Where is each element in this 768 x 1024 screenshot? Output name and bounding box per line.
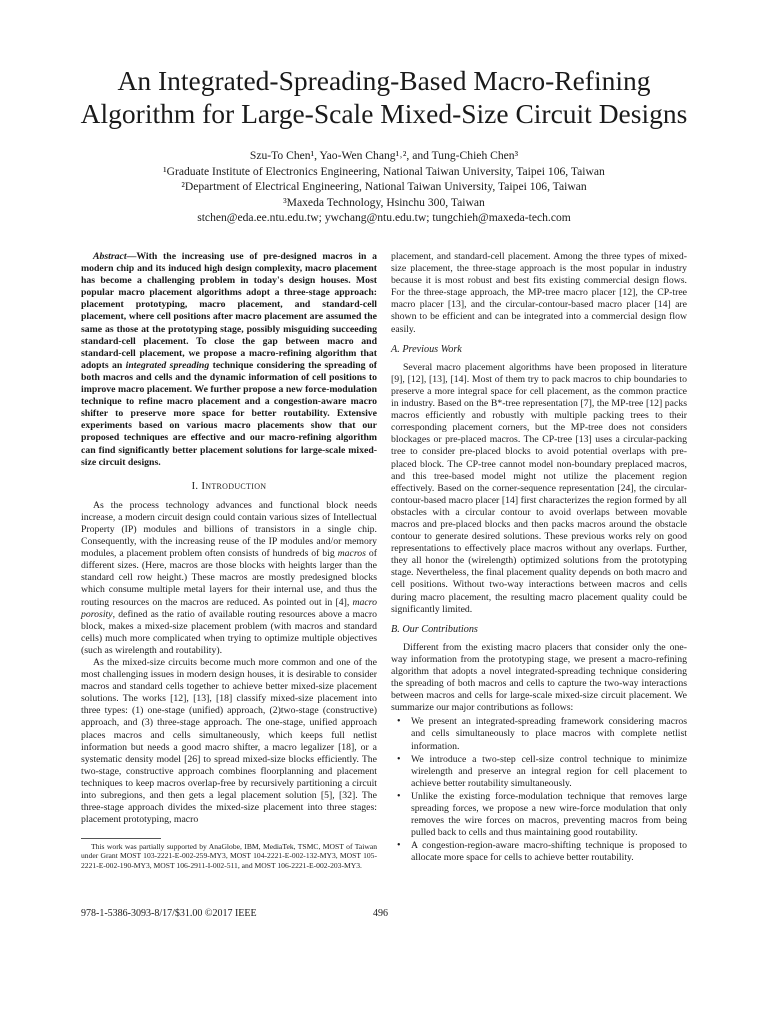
right-column	[391, 251, 687, 866]
affiliation-1: ¹Graduate Institute of Electronics Engineering, National Taiwan University, Taipei 106, Taiwan	[163, 164, 605, 178]
section-heading-introduction	[81, 480, 377, 493]
author-names: Szu-To Chen¹, Yao-Wen Chang¹˒², and Tung-Chieh Chen³	[249, 149, 519, 162]
abstract	[81, 251, 377, 469]
subsection-heading-contributions: B. Our Contributions	[391, 623, 478, 635]
affiliation-2: ²Department of Electrical Engineering, National Taiwan University, Taipei 106, Taiwan	[181, 180, 587, 194]
footnote	[81, 842, 377, 870]
title-line-1: An Integrated-Spreading-Based Macro-Refining	[117, 65, 651, 96]
title-line-2: Algorithm for Large-Scale Mixed-Size Circuit Designs	[80, 98, 688, 129]
abstract-label: Abstract	[93, 251, 127, 262]
page-number: 496	[373, 908, 388, 919]
list-item: • A congestion-region-aware macro-shifting technique is proposed to allocate more space for cells to achieve better routability.	[391, 840, 687, 864]
intro-p1-emph-porosity: macro porosity	[81, 596, 377, 620]
abstract-emphasis: integrated spreading	[125, 359, 210, 371]
author-emails: stchen@eda.ee.ntu.edu.tw; ywchang@ntu.edu.tw; tungchieh@maxeda-tech.com	[197, 211, 571, 225]
paper-title	[20, 64, 748, 130]
previous-work-paragraph: Several macro placement algorithms have been proposed in literature [9], [12], [13], [14]. Most of them try to pack macros to chip boundaries to preserve a more integral space for cell placement, as the common practice in industry. Based on the B*-tree representation [7], the MP-tree [12] packs macros efficiently and robustly with multiple packing trees to their corresponding placement corners, but the MP-tree does not considers blockages or pre-placed macros. The CP-tree [13] uses a circular-packing tree to consider pre-placed blocks to avoid potential overlaps with pre-placed block. The CP-tree cannot model non-boundary preplaced macros, and this tree-based model might not utilize the placement region effectively. Based on the corner-sequence representation [24], the circular-contour-based macro placer [14] first characterizes the region formed by all obstacles with a circular contour to avoid overlaps between movable macros and pre-placed blocks and then packs macros around the obstacle contour to generate desired solutions. These previous works rely on good representations to effectively place macros without any overlaps. Further, they all honor the (wirelength) optimized solutions from the prototyping stage. Nevertheless, the final placement quality depends on both macro and cell positions. Without two-way interactions between macros and cells during macro placement, the resulting macro placement quality could be significantly limited.	[391, 361, 687, 615]
footnote-text: This work was partially supported by AnaGlobe, IBM, MediaTek, TSMC, MOST of Taiwan under Grant MOST 103-2221-E-002-259-MY3, MOST 104-2221-E-002-132-MY3, MOST 105-2221-E-002-190-MY3, MOST 106-2911-I-002-511, and MOST 106-2221-E-002-203-MY3.	[81, 842, 377, 870]
intro-paragraph-1	[81, 500, 377, 657]
affiliation-3: ³Maxeda Technology, Hsinchu 300, Taiwan	[283, 195, 485, 209]
list-item: • We introduce a two-step cell-size control technique to minimize wirelength and preserve an integral region for cell placement to achieve better routability simultaneously.	[391, 754, 687, 790]
intro-paragraph-2: As the mixed-size circuits become much more common and one of the most challenging issues in modern design houses, it is desirable to consider macros and standard cells together to achieve better mixed-size placement solutions. The works [12], [13], [18] classify mixed-size placement into three types: (1) one-stage (unified) approach, (2)two-stage (constructive) approach, and (3) three-stage approach. The one-stage, unified approach places macros and cells simultaneously, which keeps full netlist information but needs a good macro shifter, a macro legalizer [18], or a systematic density model [26] to spread mixed-size blocks efficiently. The two-stage, constructive approach combines floorplanning and placement techniques to keep macros overlap-free by recursively partitioning a circuit into subregions, and then gets a legal placement solution [5], [32]. The three-stage approach divides the mixed-size placement into three stages: placement prototyping, macro	[81, 657, 377, 826]
isbn-copyright: 978-1-5386-3093-8/17/$31.00 ©2017 IEEE	[81, 908, 257, 919]
right-paragraph-continuation: placement, and standard-cell placement. Among the three types of mixed-size placement, the three-stage approach is the most popular in industry because it is most robust and best fits existing commercial design flows. For the three-stage approach, the MP-tree macro placer [12], the CP-tree macro placer [13], and the circular-contour-based macro placer [14] are shown to be efficient and can be integrated into a commercial design flow easily.	[391, 251, 687, 335]
list-item: • Unlike the existing force-modulation technique that removes large spreading forces, we propose a new wire-force modulation that only removes the wire forces on macros, preventing macros from being pulled back to cells and thus maintaining good routability.	[391, 791, 687, 839]
intro-p1-text-c: , defined as the ratio of available routing resources above a macro block, makes a mixed-size placement problem (with macros and standard cells) much more complicated when trying to optimize multiple objectives (such as wirelength and routability).	[81, 608, 377, 656]
list-item: • We present an integrated-spreading framework considering macros and cells simultaneously to place macros with complete netlist information.	[391, 716, 687, 752]
footnote-divider	[81, 838, 161, 839]
section-number: I.	[191, 480, 199, 492]
subsection-heading-previous-work: A. Previous Work	[391, 343, 462, 355]
abstract-text-2: technique considering the spreading of both macros and cells and the dynamic information of cell positions to improve macro placement. We further propose a new force-modulation technique to refine macro placement and a congestion-aware macro shifter to preserve more space for better routability. Extensive experiments based on various macro placements show that our proposed techniques are effective and our macro-refining algorithm can find significantly better placement solutions for large-scale mixed-size circuit designs.	[81, 359, 378, 468]
intro-p1-emph-macros: macros	[337, 548, 366, 560]
section-title: Introduction	[201, 479, 267, 492]
contributions-list	[391, 716, 687, 864]
author-block	[0, 148, 768, 226]
abstract-text-1: —With the increasing use of pre-designed macros in a modern chip and its induced high design complexity, macro placement has become a challenging problem in today's design houses. Most popular macro placement algorithms adopt a three-stage approach: placement prototyping, macro placement, and standard-cell placement, where cell positions after macro placement are assumed the same as those at the prototyping stage, possibly misguiding succeeding standard-cell placement. To close the gap between macro and standard-cell placement, we propose a macro-refining algorithm that adopts an	[81, 251, 377, 371]
left-column	[81, 251, 377, 826]
intro-p1-text-a: As the process technology advances and functional block needs increase, a modern circuit design could contain various sizes of Intellectual Property (IP) modules and billions of transistors in a single chip. Consequently, with the increasing reuse of the IP modules and/or memory modules, a placement problem often consists of hundreds of big	[81, 499, 377, 560]
contributions-paragraph: Different from the existing macro placers that consider only the one-way information from the prototyping stage, we present a macro-refining algorithm that adopts a novel integrated-spreading technique considering the spreading of both macros and cells to capture the two-way interactions between macros and cells for large-scale mixed-size circuit placement. We summarize our major contributions as follows:	[391, 641, 687, 714]
intro-p1-text-b: of different sizes. (Here, macros are those blocks with heights larger than the standard cell row height.) These macros are mostly predesigned blocks which consume multiple metal layers for their internal use, and thus the routing resources on the macros are reduced. As pointed out in [4],	[81, 548, 377, 608]
